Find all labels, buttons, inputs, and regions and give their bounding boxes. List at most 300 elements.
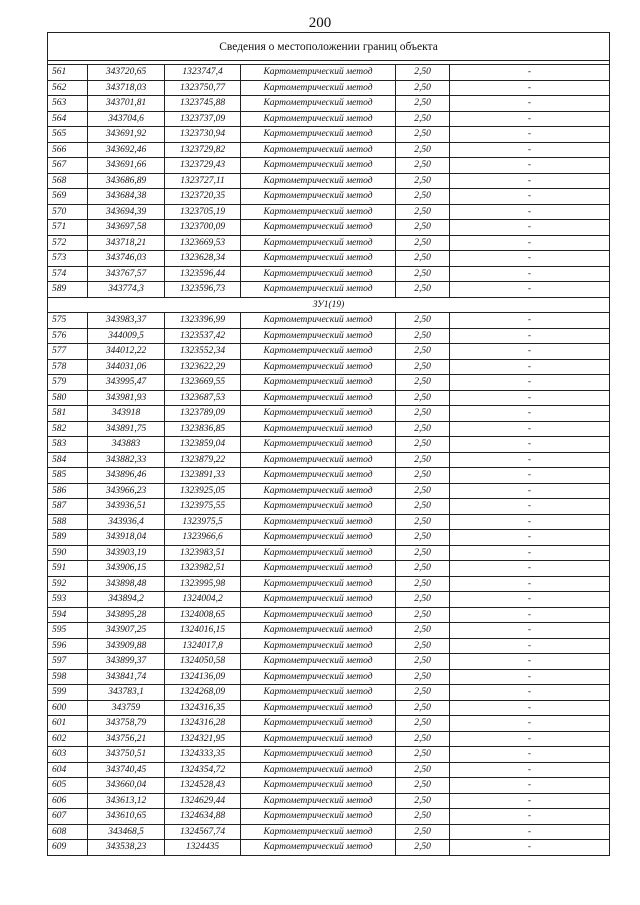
cell-x-coordinate: 343718,21 xyxy=(88,235,165,251)
cell-point-number: 593 xyxy=(48,592,88,608)
cell-method: Картометрический метод xyxy=(241,824,396,840)
cell-point-number: 585 xyxy=(48,468,88,484)
cell-method: Картометрический метод xyxy=(241,483,396,499)
cell-method: Картометрический метод xyxy=(241,142,396,158)
table-row xyxy=(48,452,610,468)
cell-point-number: 565 xyxy=(48,127,88,143)
table-row xyxy=(48,762,610,778)
cell-description: - xyxy=(450,452,610,468)
table-row xyxy=(48,111,610,127)
cell-description: - xyxy=(450,576,610,592)
cell-y-coordinate: 1324136,09 xyxy=(165,669,241,685)
table-row xyxy=(48,592,610,608)
cell-x-coordinate: 344031,06 xyxy=(88,359,165,375)
cell-y-coordinate: 1324528,43 xyxy=(165,778,241,794)
cell-point-number: 573 xyxy=(48,251,88,267)
cell-point-number: 583 xyxy=(48,437,88,453)
cell-accuracy: 2,50 xyxy=(396,142,450,158)
cell-point-number: 566 xyxy=(48,142,88,158)
cell-point-number: 589 xyxy=(48,530,88,546)
cell-description: - xyxy=(450,530,610,546)
table-row xyxy=(48,220,610,236)
cell-y-coordinate: 1324321,95 xyxy=(165,731,241,747)
table-row xyxy=(48,607,610,623)
cell-accuracy: 2,50 xyxy=(396,204,450,220)
cell-point-number: 597 xyxy=(48,654,88,670)
cell-accuracy: 2,50 xyxy=(396,809,450,825)
cell-method: Картометрический метод xyxy=(241,96,396,112)
cell-y-coordinate: 1324008,65 xyxy=(165,607,241,623)
cell-y-coordinate: 1323975,5 xyxy=(165,514,241,530)
cell-accuracy: 2,50 xyxy=(396,514,450,530)
cell-x-coordinate: 343981,93 xyxy=(88,390,165,406)
cell-x-coordinate: 343692,46 xyxy=(88,142,165,158)
table-title: Сведения о местоположении границ объекта xyxy=(48,33,610,61)
cell-method: Картометрический метод xyxy=(241,204,396,220)
cell-x-coordinate: 343918,04 xyxy=(88,530,165,546)
cell-x-coordinate: 343898,48 xyxy=(88,576,165,592)
cell-point-number: 604 xyxy=(48,762,88,778)
cell-description: - xyxy=(450,514,610,530)
table-row xyxy=(48,173,610,189)
cell-point-number: 607 xyxy=(48,809,88,825)
cell-x-coordinate: 343746,03 xyxy=(88,251,165,267)
cell-y-coordinate: 1323995,98 xyxy=(165,576,241,592)
cell-x-coordinate: 343841,74 xyxy=(88,669,165,685)
cell-accuracy: 2,50 xyxy=(396,127,450,143)
cell-x-coordinate: 343613,12 xyxy=(88,793,165,809)
cell-description: - xyxy=(450,266,610,282)
cell-description: - xyxy=(450,483,610,499)
cell-accuracy: 2,50 xyxy=(396,251,450,267)
cell-method: Картометрический метод xyxy=(241,344,396,360)
cell-x-coordinate: 343538,23 xyxy=(88,840,165,856)
cell-point-number: 563 xyxy=(48,96,88,112)
cell-description: - xyxy=(450,328,610,344)
cell-method: Картометрический метод xyxy=(241,235,396,251)
cell-x-coordinate: 343899,37 xyxy=(88,654,165,670)
cell-method: Картометрический метод xyxy=(241,266,396,282)
table-row xyxy=(48,731,610,747)
cell-point-number: 589 xyxy=(48,282,88,298)
table-row xyxy=(48,793,610,809)
cell-accuracy: 2,50 xyxy=(396,282,450,298)
cell-point-number: 599 xyxy=(48,685,88,701)
cell-method: Картометрический метод xyxy=(241,576,396,592)
cell-description: - xyxy=(450,499,610,515)
cell-method: Картометрический метод xyxy=(241,716,396,732)
cell-accuracy: 2,50 xyxy=(396,592,450,608)
cell-accuracy: 2,50 xyxy=(396,762,450,778)
table-row xyxy=(48,778,610,794)
cell-x-coordinate: 343894,2 xyxy=(88,592,165,608)
cell-x-coordinate: 343983,37 xyxy=(88,313,165,329)
cell-y-coordinate: 1324567,74 xyxy=(165,824,241,840)
cell-x-coordinate: 344012,22 xyxy=(88,344,165,360)
cell-method: Картометрический метод xyxy=(241,840,396,856)
cell-method: Картометрический метод xyxy=(241,654,396,670)
cell-x-coordinate: 343756,21 xyxy=(88,731,165,747)
cell-accuracy: 2,50 xyxy=(396,421,450,437)
cell-accuracy: 2,50 xyxy=(396,530,450,546)
cell-description: - xyxy=(450,824,610,840)
cell-point-number: 601 xyxy=(48,716,88,732)
cell-x-coordinate: 343660,04 xyxy=(88,778,165,794)
cell-method: Картометрический метод xyxy=(241,731,396,747)
cell-accuracy: 2,50 xyxy=(396,158,450,174)
cell-y-coordinate: 1324017,8 xyxy=(165,638,241,654)
cell-description: - xyxy=(450,344,610,360)
cell-description: - xyxy=(450,685,610,701)
table-row xyxy=(48,638,610,654)
table-row xyxy=(48,313,610,329)
cell-accuracy: 2,50 xyxy=(396,483,450,499)
cell-description: - xyxy=(450,638,610,654)
cell-description: - xyxy=(450,747,610,763)
cell-point-number: 594 xyxy=(48,607,88,623)
table-row xyxy=(48,747,610,763)
cell-y-coordinate: 1323622,29 xyxy=(165,359,241,375)
cell-method: Картометрический метод xyxy=(241,778,396,794)
cell-method: Картометрический метод xyxy=(241,452,396,468)
cell-x-coordinate: 343691,92 xyxy=(88,127,165,143)
cell-accuracy: 2,50 xyxy=(396,235,450,251)
cell-x-coordinate: 343783,1 xyxy=(88,685,165,701)
cell-point-number: 577 xyxy=(48,344,88,360)
cell-x-coordinate: 343907,25 xyxy=(88,623,165,639)
cell-x-coordinate: 343918 xyxy=(88,406,165,422)
table-row xyxy=(48,669,610,685)
cell-x-coordinate: 343697,58 xyxy=(88,220,165,236)
cell-y-coordinate: 1323537,42 xyxy=(165,328,241,344)
cell-accuracy: 2,50 xyxy=(396,406,450,422)
cell-method: Картометрический метод xyxy=(241,747,396,763)
cell-y-coordinate: 1323396,99 xyxy=(165,313,241,329)
table-row xyxy=(48,514,610,530)
cell-accuracy: 2,50 xyxy=(396,437,450,453)
cell-description: - xyxy=(450,468,610,484)
cell-method: Картометрический метод xyxy=(241,561,396,577)
cell-y-coordinate: 1323925,05 xyxy=(165,483,241,499)
cell-description: - xyxy=(450,716,610,732)
cell-y-coordinate: 1323983,51 xyxy=(165,545,241,561)
cell-x-coordinate: 343966,23 xyxy=(88,483,165,499)
cell-method: Картометрический метод xyxy=(241,189,396,205)
cell-x-coordinate: 343691,66 xyxy=(88,158,165,174)
cell-y-coordinate: 1324050,58 xyxy=(165,654,241,670)
cell-y-coordinate: 1323552,34 xyxy=(165,344,241,360)
table-row xyxy=(48,375,610,391)
cell-description: - xyxy=(450,375,610,391)
cell-y-coordinate: 1323750,77 xyxy=(165,80,241,96)
cell-y-coordinate: 1323975,55 xyxy=(165,499,241,515)
cell-point-number: 595 xyxy=(48,623,88,639)
cell-y-coordinate: 1323669,55 xyxy=(165,375,241,391)
cell-point-number: 600 xyxy=(48,700,88,716)
table-row xyxy=(48,96,610,112)
table-row xyxy=(48,251,610,267)
cell-point-number: 580 xyxy=(48,390,88,406)
cell-y-coordinate: 1324316,35 xyxy=(165,700,241,716)
cell-accuracy: 2,50 xyxy=(396,499,450,515)
cell-x-coordinate: 343720,65 xyxy=(88,65,165,81)
cell-accuracy: 2,50 xyxy=(396,623,450,639)
table-row xyxy=(48,824,610,840)
cell-point-number: 609 xyxy=(48,840,88,856)
cell-description: - xyxy=(450,421,610,437)
cell-accuracy: 2,50 xyxy=(396,266,450,282)
cell-accuracy: 2,50 xyxy=(396,607,450,623)
cell-y-coordinate: 1323700,09 xyxy=(165,220,241,236)
table-row xyxy=(48,840,610,856)
cell-accuracy: 2,50 xyxy=(396,685,450,701)
cell-accuracy: 2,50 xyxy=(396,173,450,189)
table-row xyxy=(48,406,610,422)
cell-y-coordinate: 1323727,11 xyxy=(165,173,241,189)
table-row xyxy=(48,344,610,360)
cell-y-coordinate: 1323720,35 xyxy=(165,189,241,205)
cell-point-number: 605 xyxy=(48,778,88,794)
cell-method: Картометрический метод xyxy=(241,592,396,608)
cell-method: Картометрический метод xyxy=(241,328,396,344)
cell-method: Картометрический метод xyxy=(241,390,396,406)
cell-y-coordinate: 1324004,2 xyxy=(165,592,241,608)
cell-description: - xyxy=(450,220,610,236)
cell-method: Картометрический метод xyxy=(241,111,396,127)
cell-point-number: 606 xyxy=(48,793,88,809)
cell-accuracy: 2,50 xyxy=(396,654,450,670)
cell-accuracy: 2,50 xyxy=(396,96,450,112)
cell-method: Картометрический метод xyxy=(241,545,396,561)
cell-y-coordinate: 1323859,04 xyxy=(165,437,241,453)
table-row xyxy=(48,127,610,143)
cell-method: Картометрический метод xyxy=(241,530,396,546)
cell-x-coordinate: 343995,47 xyxy=(88,375,165,391)
cell-y-coordinate: 1324316,28 xyxy=(165,716,241,732)
cell-accuracy: 2,50 xyxy=(396,313,450,329)
cell-accuracy: 2,50 xyxy=(396,716,450,732)
cell-x-coordinate: 343909,88 xyxy=(88,638,165,654)
cell-description: - xyxy=(450,158,610,174)
cell-x-coordinate: 343767,57 xyxy=(88,266,165,282)
cell-point-number: 603 xyxy=(48,747,88,763)
section-label: ЗУ1(19) xyxy=(48,297,610,313)
cell-description: - xyxy=(450,762,610,778)
cell-y-coordinate: 1324435 xyxy=(165,840,241,856)
cell-point-number: 592 xyxy=(48,576,88,592)
table-row xyxy=(48,809,610,825)
table-row xyxy=(48,158,610,174)
cell-x-coordinate: 343758,79 xyxy=(88,716,165,732)
cell-point-number: 578 xyxy=(48,359,88,375)
cell-y-coordinate: 1323596,44 xyxy=(165,266,241,282)
table-row xyxy=(48,235,610,251)
cell-point-number: 567 xyxy=(48,158,88,174)
cell-method: Картометрический метод xyxy=(241,499,396,515)
table-row xyxy=(48,437,610,453)
cell-description: - xyxy=(450,111,610,127)
cell-x-coordinate: 343883 xyxy=(88,437,165,453)
cell-point-number: 579 xyxy=(48,375,88,391)
cell-accuracy: 2,50 xyxy=(396,80,450,96)
cell-description: - xyxy=(450,251,610,267)
cell-method: Картометрический метод xyxy=(241,762,396,778)
cell-method: Картометрический метод xyxy=(241,282,396,298)
cell-x-coordinate: 344009,5 xyxy=(88,328,165,344)
cell-point-number: 576 xyxy=(48,328,88,344)
table-row xyxy=(48,359,610,375)
cell-description: - xyxy=(450,235,610,251)
cell-x-coordinate: 343891,75 xyxy=(88,421,165,437)
table-row xyxy=(48,654,610,670)
cell-accuracy: 2,50 xyxy=(396,747,450,763)
cell-y-coordinate: 1323966,6 xyxy=(165,530,241,546)
cell-description: - xyxy=(450,142,610,158)
cell-x-coordinate: 343750,51 xyxy=(88,747,165,763)
cell-x-coordinate: 343686,89 xyxy=(88,173,165,189)
cell-method: Картометрический метод xyxy=(241,127,396,143)
cell-accuracy: 2,50 xyxy=(396,344,450,360)
cell-description: - xyxy=(450,390,610,406)
cell-accuracy: 2,50 xyxy=(396,65,450,81)
cell-point-number: 572 xyxy=(48,235,88,251)
cell-description: - xyxy=(450,545,610,561)
table-row xyxy=(48,266,610,282)
cell-x-coordinate: 343936,4 xyxy=(88,514,165,530)
section-label-row xyxy=(48,297,610,313)
cell-description: - xyxy=(450,313,610,329)
cell-x-coordinate: 343895,28 xyxy=(88,607,165,623)
cell-point-number: 598 xyxy=(48,669,88,685)
cell-x-coordinate: 343896,46 xyxy=(88,468,165,484)
cell-y-coordinate: 1323729,82 xyxy=(165,142,241,158)
cell-method: Картометрический метод xyxy=(241,421,396,437)
cell-accuracy: 2,50 xyxy=(396,390,450,406)
cell-accuracy: 2,50 xyxy=(396,840,450,856)
cell-x-coordinate: 343684,38 xyxy=(88,189,165,205)
cell-description: - xyxy=(450,793,610,809)
cell-y-coordinate: 1323737,09 xyxy=(165,111,241,127)
cell-x-coordinate: 343903,19 xyxy=(88,545,165,561)
cell-method: Картометрический метод xyxy=(241,251,396,267)
cell-accuracy: 2,50 xyxy=(396,359,450,375)
cell-description: - xyxy=(450,65,610,81)
table-row xyxy=(48,80,610,96)
cell-x-coordinate: 343759 xyxy=(88,700,165,716)
cell-accuracy: 2,50 xyxy=(396,375,450,391)
table-row xyxy=(48,282,610,298)
cell-x-coordinate: 343936,51 xyxy=(88,499,165,515)
cell-y-coordinate: 1324333,35 xyxy=(165,747,241,763)
cell-description: - xyxy=(450,561,610,577)
cell-method: Картометрический метод xyxy=(241,313,396,329)
cell-method: Картометрический метод xyxy=(241,685,396,701)
table-body xyxy=(48,33,610,856)
cell-x-coordinate: 343610,65 xyxy=(88,809,165,825)
cell-point-number: 581 xyxy=(48,406,88,422)
cell-description: - xyxy=(450,96,610,112)
table-row xyxy=(48,499,610,515)
cell-x-coordinate: 343774,3 xyxy=(88,282,165,298)
table-row xyxy=(48,623,610,639)
cell-description: - xyxy=(450,840,610,856)
cell-point-number: 582 xyxy=(48,421,88,437)
table-row xyxy=(48,468,610,484)
cell-description: - xyxy=(450,700,610,716)
cell-method: Картометрический метод xyxy=(241,65,396,81)
cell-point-number: 564 xyxy=(48,111,88,127)
cell-method: Картометрический метод xyxy=(241,514,396,530)
cell-method: Картометрический метод xyxy=(241,406,396,422)
cell-description: - xyxy=(450,778,610,794)
cell-description: - xyxy=(450,282,610,298)
cell-y-coordinate: 1324634,88 xyxy=(165,809,241,825)
cell-x-coordinate: 343704,6 xyxy=(88,111,165,127)
cell-method: Картометрический метод xyxy=(241,437,396,453)
table-row xyxy=(48,700,610,716)
table-row xyxy=(48,65,610,81)
cell-y-coordinate: 1323789,09 xyxy=(165,406,241,422)
cell-y-coordinate: 1323705,19 xyxy=(165,204,241,220)
cell-point-number: 602 xyxy=(48,731,88,747)
cell-method: Картометрический метод xyxy=(241,700,396,716)
cell-description: - xyxy=(450,204,610,220)
cell-x-coordinate: 343906,15 xyxy=(88,561,165,577)
cell-method: Картометрический метод xyxy=(241,359,396,375)
cell-description: - xyxy=(450,80,610,96)
table-title-row xyxy=(48,33,610,61)
cell-point-number: 590 xyxy=(48,545,88,561)
cell-point-number: 570 xyxy=(48,204,88,220)
cell-accuracy: 2,50 xyxy=(396,328,450,344)
cell-y-coordinate: 1323982,51 xyxy=(165,561,241,577)
cell-y-coordinate: 1323687,53 xyxy=(165,390,241,406)
cell-point-number: 571 xyxy=(48,220,88,236)
cell-accuracy: 2,50 xyxy=(396,778,450,794)
page-number: 200 xyxy=(308,15,332,31)
cell-y-coordinate: 1324354,72 xyxy=(165,762,241,778)
cell-method: Картометрический метод xyxy=(241,793,396,809)
cell-accuracy: 2,50 xyxy=(396,189,450,205)
cell-method: Картометрический метод xyxy=(241,375,396,391)
table-row xyxy=(48,142,610,158)
cell-point-number: 562 xyxy=(48,80,88,96)
cell-method: Картометрический метод xyxy=(241,809,396,825)
cell-point-number: 608 xyxy=(48,824,88,840)
cell-method: Картометрический метод xyxy=(241,669,396,685)
table-row xyxy=(48,483,610,499)
cell-accuracy: 2,50 xyxy=(396,793,450,809)
cell-y-coordinate: 1323628,34 xyxy=(165,251,241,267)
table-row xyxy=(48,685,610,701)
cell-description: - xyxy=(450,173,610,189)
boundary-coordinates-table xyxy=(47,32,610,856)
cell-point-number: 586 xyxy=(48,483,88,499)
cell-x-coordinate: 343701,81 xyxy=(88,96,165,112)
cell-description: - xyxy=(450,623,610,639)
cell-description: - xyxy=(450,669,610,685)
cell-point-number: 587 xyxy=(48,499,88,515)
cell-accuracy: 2,50 xyxy=(396,452,450,468)
cell-method: Картометрический метод xyxy=(241,80,396,96)
cell-method: Картометрический метод xyxy=(241,220,396,236)
cell-y-coordinate: 1323836,85 xyxy=(165,421,241,437)
cell-x-coordinate: 343694,39 xyxy=(88,204,165,220)
cell-y-coordinate: 1324016,15 xyxy=(165,623,241,639)
cell-point-number: 569 xyxy=(48,189,88,205)
cell-description: - xyxy=(450,189,610,205)
cell-y-coordinate: 1323730,94 xyxy=(165,127,241,143)
